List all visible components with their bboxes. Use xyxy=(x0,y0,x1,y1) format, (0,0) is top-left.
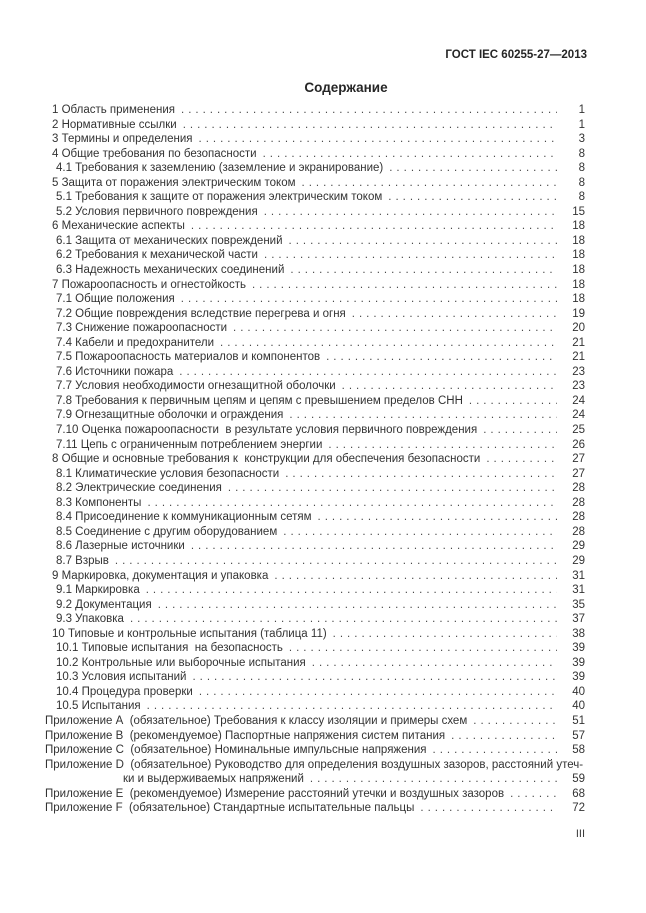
toc-entry-text: Приложение С (обязательное) Номинальные импульсные напряжения xyxy=(45,744,427,757)
dot-leader xyxy=(483,423,557,438)
dot-leader xyxy=(302,176,557,191)
toc-entry-text: 8.5 Соединение с другим оборудованием xyxy=(56,525,278,538)
toc-entry-text: 6.2 Требования к механической части xyxy=(56,249,258,262)
toc-entry-text: 8.2 Электрические соединения xyxy=(56,482,222,495)
toc-entry xyxy=(45,219,585,234)
toc-entry-text: 7.7 Условия необходимости огнезащитной оболочки xyxy=(56,380,336,393)
toc-entry-text: 6.3 Надежность механических соединений xyxy=(56,264,285,277)
toc-entry-page: 18 xyxy=(572,278,585,291)
toc-entry-page: 27 xyxy=(572,453,585,466)
dot-leader xyxy=(290,263,557,278)
toc-entry-text: 9.3 Упаковка xyxy=(56,613,124,626)
toc-entry-page: 37 xyxy=(572,613,585,626)
toc-entry-page: 38 xyxy=(572,627,585,640)
toc-entry xyxy=(45,758,585,773)
toc-entry-text: 3 Термины и определения xyxy=(52,133,193,146)
toc-entry-page: 18 xyxy=(572,293,585,306)
toc-entry-page: 23 xyxy=(572,365,585,378)
toc-entry-page: 35 xyxy=(572,598,585,611)
dot-leader xyxy=(199,132,557,147)
toc-entry xyxy=(45,598,585,613)
toc-entry-page: 18 xyxy=(572,264,585,277)
toc-entry xyxy=(45,714,585,729)
dot-leader xyxy=(147,699,557,714)
dot-leader xyxy=(318,510,558,525)
toc-list xyxy=(45,103,585,816)
toc-entry xyxy=(45,147,585,162)
toc-entry-page: 28 xyxy=(572,496,585,509)
dot-leader xyxy=(183,118,557,133)
toc-entry-text: 9.2 Документация xyxy=(56,598,152,611)
toc-entry-page: 39 xyxy=(572,671,585,684)
toc-title: Содержание xyxy=(304,80,388,95)
toc-entry-text: 10.4 Процедура проверки xyxy=(56,685,193,698)
toc-entry xyxy=(45,743,585,758)
dot-leader xyxy=(469,394,557,409)
toc-entry-text: 8.1 Климатические условия безопасности xyxy=(56,467,280,480)
dot-leader xyxy=(181,103,557,118)
dot-leader xyxy=(310,772,557,787)
toc-entry-page: 28 xyxy=(572,525,585,538)
dot-leader xyxy=(289,408,557,423)
toc-entry xyxy=(45,379,585,394)
toc-entry xyxy=(45,627,585,642)
toc-entry xyxy=(45,408,585,423)
toc-entry-page: 39 xyxy=(572,642,585,655)
toc-entry-page: 51 xyxy=(572,714,585,727)
dot-leader xyxy=(486,452,557,467)
dot-leader xyxy=(147,496,557,511)
toc-entry-text: 10.3 Условия испытаний xyxy=(56,671,187,684)
toc-entry-text: 8.6 Лазерные источники xyxy=(56,540,185,553)
toc-entry-page: 1 xyxy=(578,104,585,116)
toc-entry-page: 59 xyxy=(572,773,585,786)
toc-entry-page: 18 xyxy=(572,234,585,247)
toc-entry xyxy=(45,176,585,191)
toc-entry xyxy=(45,670,585,685)
toc-entry-page: 25 xyxy=(572,424,585,437)
toc-entry xyxy=(45,801,585,816)
toc-entry xyxy=(45,569,585,584)
toc-entry-page: 24 xyxy=(572,409,585,422)
toc-entry xyxy=(45,496,585,511)
toc-entry-page: 28 xyxy=(572,511,585,524)
dot-leader xyxy=(510,787,557,802)
toc-entry xyxy=(45,292,585,307)
toc-entry-page: 21 xyxy=(572,336,585,349)
toc-entry xyxy=(45,729,585,744)
dot-leader xyxy=(433,743,557,758)
toc-entry-text: 7.11 Цепь с ограниченным потреблением энергии xyxy=(56,438,323,451)
toc-entry-text: 6 Механические аспекты xyxy=(52,220,185,233)
toc-entry xyxy=(45,248,585,263)
toc-entry xyxy=(45,612,585,627)
dot-leader xyxy=(451,729,557,744)
dot-leader xyxy=(264,248,557,263)
toc-entry-text: 7.3 Снижение пожароопасности xyxy=(56,322,228,335)
toc-entry-text: 10.5 Испытания xyxy=(56,700,141,713)
toc-entry-page: 27 xyxy=(572,467,585,480)
toc-entry xyxy=(45,394,585,409)
toc-entry-text: 7.4 Кабели и предохранители xyxy=(56,336,215,349)
toc-entry-text: 7.9 Огнезащитные оболочки и ограждения xyxy=(56,409,284,422)
dot-leader xyxy=(328,438,557,453)
toc-entry-text: Приложение Е (рекомендуемое) Измерение расстояний утечки и воздушных зазоров xyxy=(45,787,505,800)
dot-leader xyxy=(181,292,557,307)
toc-entry-page: 24 xyxy=(572,394,585,407)
toc-entry-page: 72 xyxy=(572,802,585,815)
toc-entry xyxy=(45,699,585,714)
toc-entry-page: 8 xyxy=(578,191,585,204)
toc-entry-page: 20 xyxy=(572,322,585,335)
dot-leader xyxy=(146,583,557,598)
toc-entry-page: 28 xyxy=(572,482,585,495)
toc-entry-page: 31 xyxy=(572,584,585,597)
toc-entry-text: 7.10 Оценка пожароопасности в результате условия первичного повреждения xyxy=(56,424,478,437)
toc-entry xyxy=(45,365,585,380)
toc-entry xyxy=(45,641,585,656)
toc-entry xyxy=(45,307,585,322)
toc-entry xyxy=(45,263,585,278)
toc-entry-text: 8.4 Присоединение к коммуникационным сетям xyxy=(56,511,312,524)
toc-entry-text: 8.3 Компоненты xyxy=(56,496,142,509)
toc-entry-page: 39 xyxy=(572,656,585,669)
toc-entry-text: 10.1 Типовые испытания на безопасность xyxy=(56,642,283,655)
toc-entry-text: 10 Типовые и контрольные испытания (таблица 11) xyxy=(52,627,327,640)
toc-entry-page: 29 xyxy=(572,540,585,553)
toc-entry-page: 58 xyxy=(572,744,585,757)
dot-leader xyxy=(283,525,557,540)
dot-leader xyxy=(388,190,557,205)
toc-entry xyxy=(45,438,585,453)
toc-entry-page: 18 xyxy=(572,249,585,262)
toc-entry-page: 3 xyxy=(578,133,585,146)
toc-entry xyxy=(45,656,585,671)
toc-entry xyxy=(45,321,585,336)
toc-entry-text: 8.7 Взрыв xyxy=(56,554,109,567)
toc-entry-page: 8 xyxy=(578,162,585,175)
toc-entry xyxy=(45,583,585,598)
toc-entry xyxy=(45,118,585,133)
dot-leader xyxy=(263,147,557,162)
toc-entry-text: 2 Нормативные ссылки xyxy=(52,118,177,131)
toc-entry-page: 18 xyxy=(572,220,585,233)
toc-entry-text: 7.2 Общие повреждения вследствие перегрева и огня xyxy=(56,307,346,320)
dot-leader xyxy=(342,379,557,394)
toc-entry-page: 23 xyxy=(572,380,585,393)
toc-entry xyxy=(45,685,585,700)
dot-leader xyxy=(192,670,557,685)
toc-entry xyxy=(45,103,585,118)
toc-entry-page: 15 xyxy=(572,205,585,218)
dot-leader xyxy=(274,569,557,584)
toc-entry-page: 40 xyxy=(572,685,585,698)
toc-entry-text: 10.2 Контрольные или выборочные испытания xyxy=(56,656,306,669)
toc-entry xyxy=(45,467,585,482)
toc-entry xyxy=(45,554,585,569)
dot-leader xyxy=(220,336,557,351)
dot-leader xyxy=(326,350,557,365)
toc-entry-text: 9 Маркировка, документация и упаковка xyxy=(52,569,269,582)
dot-leader xyxy=(352,307,557,322)
toc-entry-text: Приложение В (рекомендуемое) Паспортные напряжения систем питания xyxy=(45,729,446,742)
dot-leader xyxy=(233,321,557,336)
dot-leader xyxy=(199,685,557,700)
toc-entry xyxy=(45,336,585,351)
dot-leader xyxy=(191,539,557,554)
toc-entry-page: 21 xyxy=(572,351,585,364)
toc-entry xyxy=(45,787,585,802)
dot-leader xyxy=(228,481,557,496)
toc-entry-page: 1 xyxy=(578,118,585,131)
toc-entry-text: 8 Общие и основные требования к конструкции для обеспечения безопасности xyxy=(52,453,481,466)
toc-entry xyxy=(45,350,585,365)
toc-entry-text: 9.1 Маркировка xyxy=(56,584,140,597)
toc-entry xyxy=(45,190,585,205)
toc-entry xyxy=(45,539,585,554)
dot-leader xyxy=(179,365,557,380)
toc-entry xyxy=(45,234,585,249)
toc-entry-page: 40 xyxy=(572,700,585,713)
toc-entry xyxy=(45,205,585,220)
toc-entry xyxy=(45,772,585,787)
dot-leader xyxy=(130,612,557,627)
dot-leader xyxy=(252,278,557,293)
toc-entry-page: 57 xyxy=(572,729,585,742)
toc-entry-text: 7.8 Требования к первичным цепям и цепям с превышением пределов СНН xyxy=(56,394,463,407)
toc-entry-text: 7.6 Источники пожара xyxy=(56,365,174,378)
toc-entry-page: 31 xyxy=(572,569,585,582)
toc-entry-text: 7 Пожароопасность и огнестойкость xyxy=(52,278,246,291)
toc-entry xyxy=(45,132,585,147)
toc-entry-text: Приложение D (обязательное) Руководство для определения воздушных зазоров, расстояний утеч- xyxy=(45,758,584,771)
toc-entry-page: 29 xyxy=(572,554,585,567)
toc-entry xyxy=(45,423,585,438)
document-number: ГОСТ IEC 60255-27—2013 xyxy=(445,49,587,61)
toc-entry xyxy=(45,510,585,525)
toc-entry-text: 4 Общие требования по безопасности xyxy=(52,147,257,160)
toc-entry xyxy=(45,525,585,540)
toc-entry-text: 1 Область применения xyxy=(52,104,176,116)
toc-entry xyxy=(45,278,585,293)
toc-entry-text: 4.1 Требования к заземлению (заземление и экранирование) xyxy=(56,162,384,175)
dot-leader xyxy=(312,656,557,671)
dot-leader xyxy=(473,714,557,729)
toc-entry xyxy=(45,161,585,176)
toc-entry-text: 5 Защита от поражения электрическим током xyxy=(52,176,296,189)
dot-leader xyxy=(264,205,557,220)
dot-leader xyxy=(115,554,557,569)
toc-entry-page: 26 xyxy=(572,438,585,451)
dot-leader xyxy=(389,161,557,176)
toc-entry-text: ки и выдерживаемых напряжений xyxy=(123,773,304,786)
toc-entry-text: Приложение F (обязательное) Стандартные испытательные пальцы xyxy=(45,802,415,815)
toc-entry-text: Приложение А (обязательное) Требования к классу изоляции и примеры схем xyxy=(45,714,468,727)
toc-entry-page: 68 xyxy=(572,787,585,800)
dot-leader xyxy=(420,801,557,816)
toc-entry xyxy=(45,481,585,496)
toc-entry-text: 5.2 Условия первичного повреждения xyxy=(56,205,258,218)
toc-entry-text: 6.1 Защита от механических повреждений xyxy=(56,234,283,247)
dot-leader xyxy=(289,234,557,249)
toc-entry-page: 8 xyxy=(578,147,585,160)
toc-entry-page: 8 xyxy=(578,176,585,189)
dot-leader xyxy=(158,598,557,613)
toc-entry-text: 7.1 Общие положения xyxy=(56,293,175,306)
toc-entry-page: 19 xyxy=(572,307,585,320)
dot-leader xyxy=(285,467,557,482)
toc-entry xyxy=(45,452,585,467)
dot-leader xyxy=(333,627,557,642)
dot-leader xyxy=(191,219,557,234)
dot-leader xyxy=(289,641,557,656)
page-number-footer: III xyxy=(575,828,585,840)
toc-entry-text: 5.1 Требования к защите от поражения электрическим током xyxy=(56,191,383,204)
toc-entry-text: 7.5 Пожароопасность материалов и компонентов xyxy=(56,351,321,364)
